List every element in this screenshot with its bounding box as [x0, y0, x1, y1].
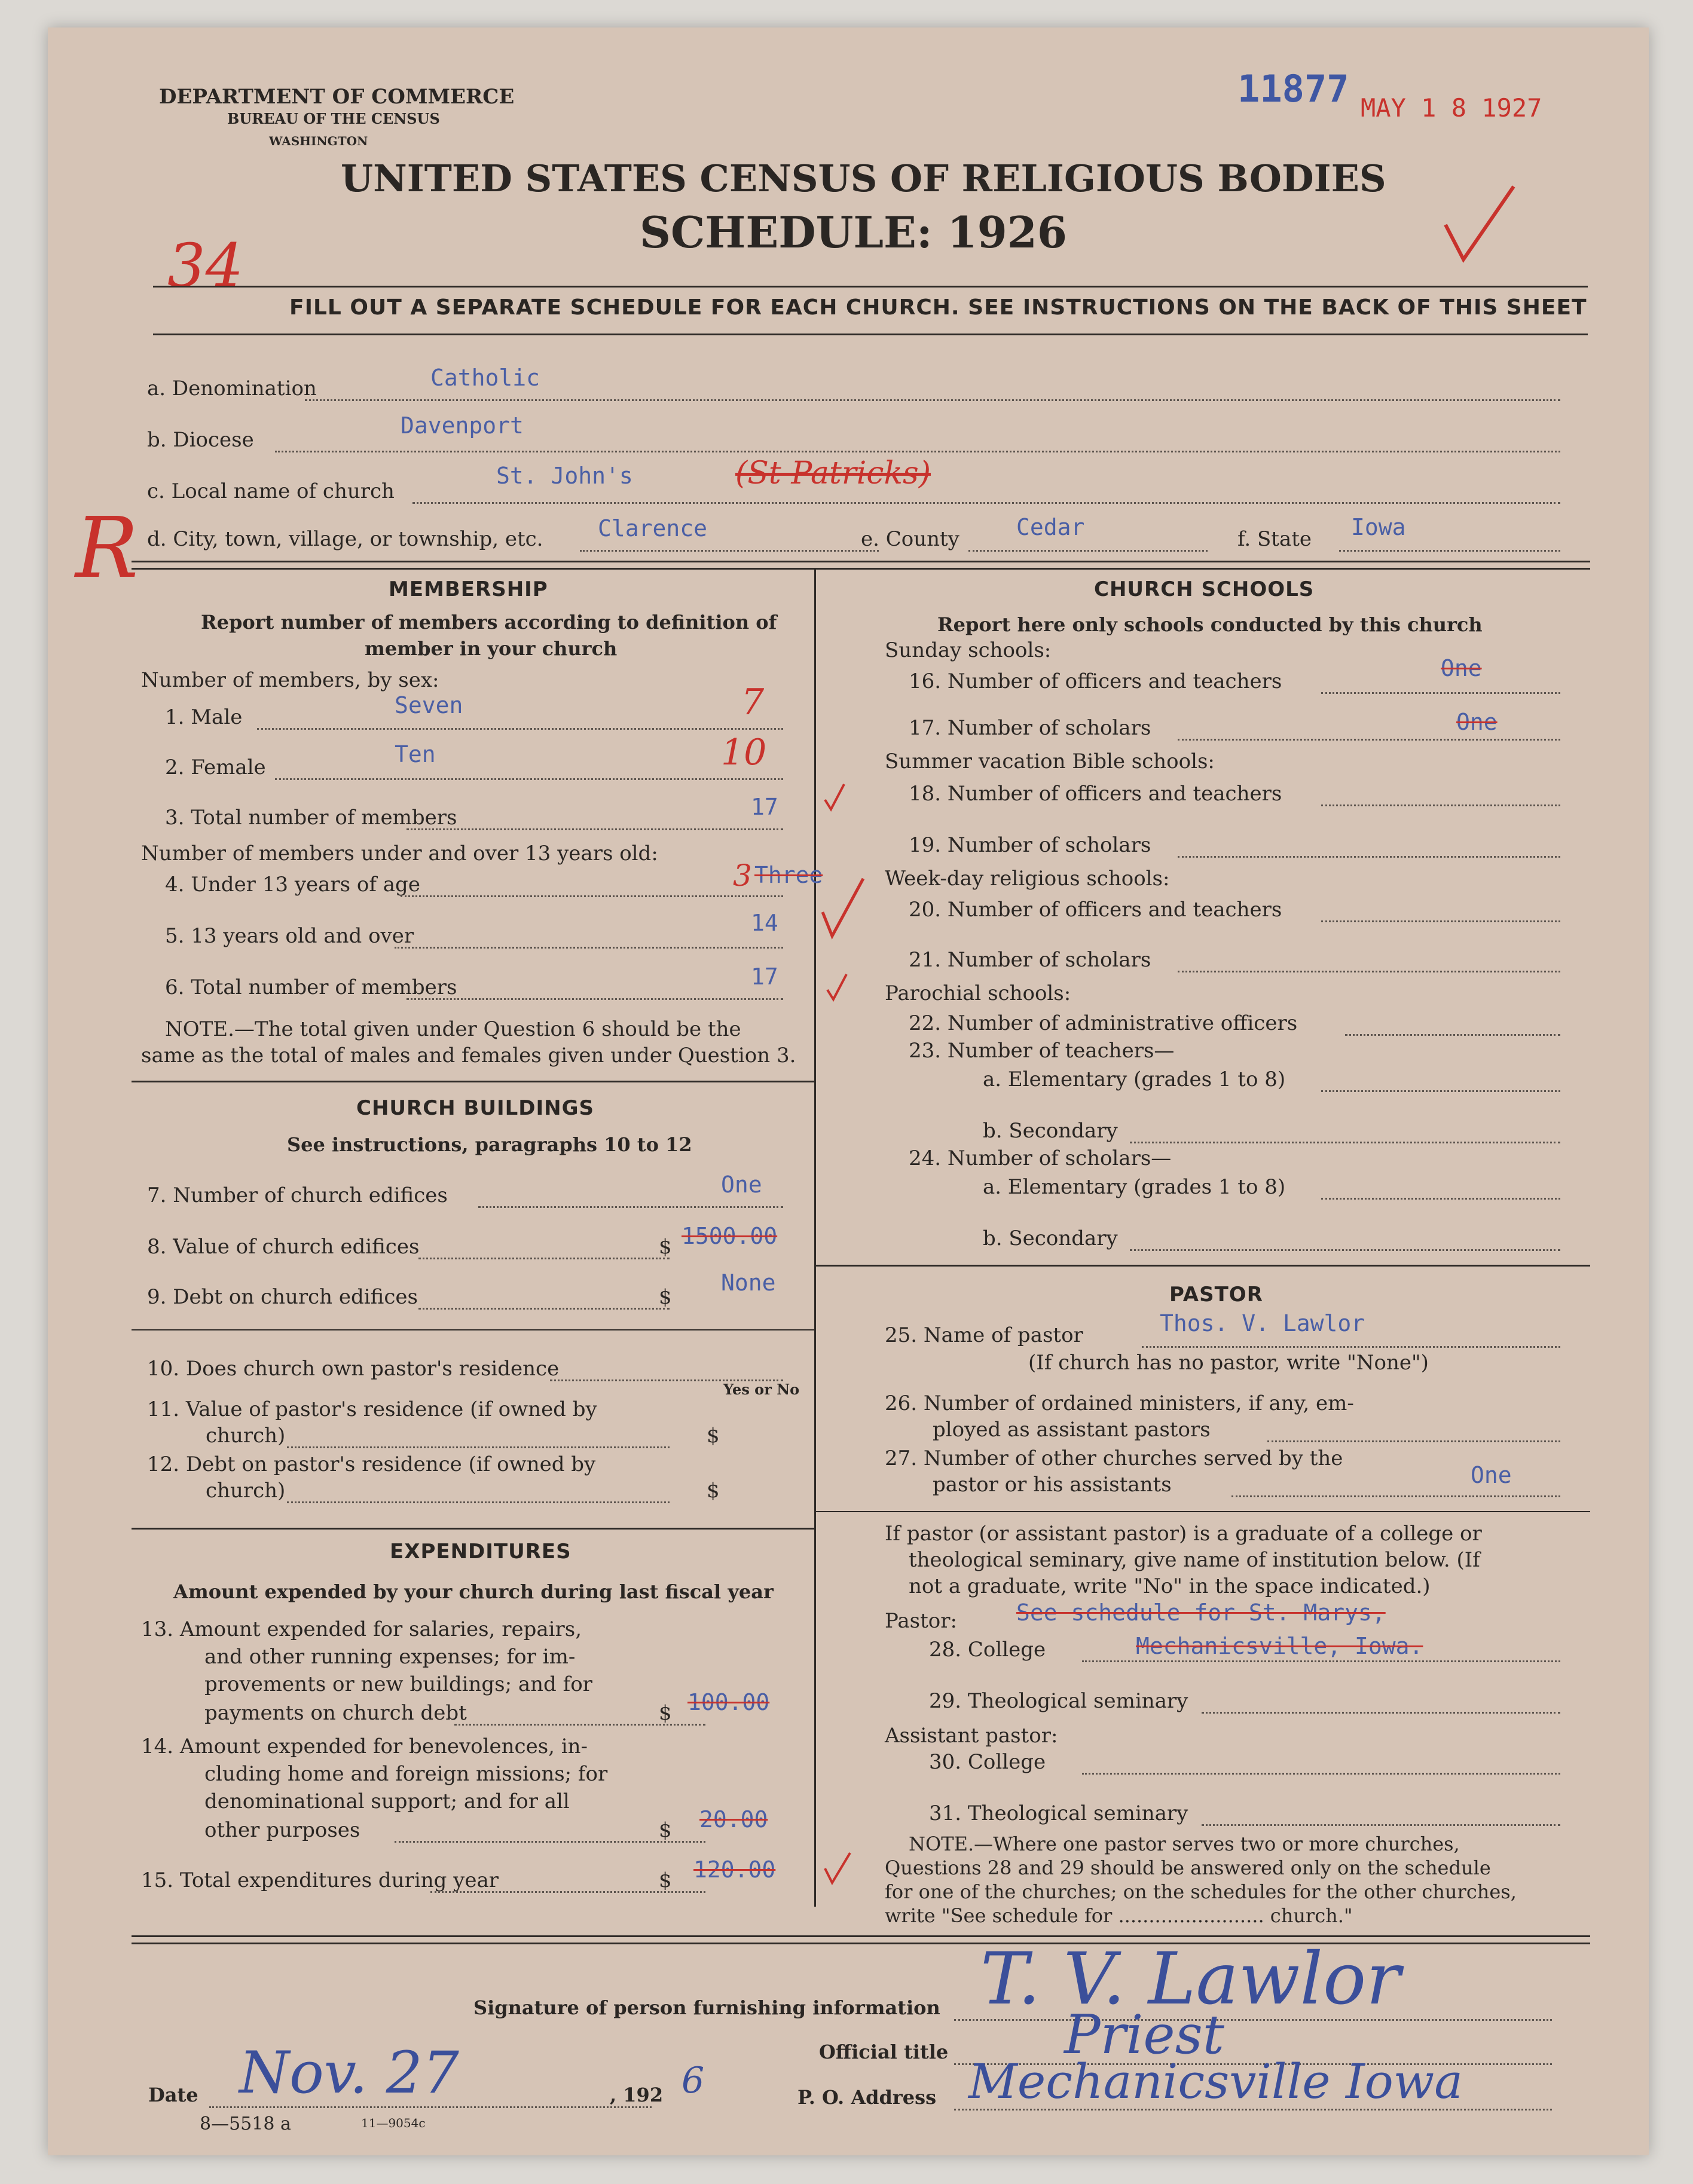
margin-mark: R: [75, 500, 139, 597]
q2-handwritten-value: 10: [721, 732, 767, 773]
divider: [153, 286, 1588, 287]
q13-label: 13. Amount expended for salaries, repairs,: [141, 1617, 582, 1641]
q24a-label: a. Elementary (grades 1 to 8): [983, 1175, 1286, 1199]
q14-label: 14. Amount expended for benevolences, in-: [141, 1735, 588, 1758]
q4-typed-value[interactable]: Three: [754, 862, 823, 888]
q14-label: cluding home and foreign missions; for: [204, 1762, 608, 1786]
membership-intro: Report number of members according to definition of: [201, 611, 777, 634]
fill-line: [401, 895, 783, 897]
q24b-label: b. Secondary: [983, 1226, 1118, 1250]
by-age-label: Number of members under and over 13 years old:: [141, 842, 658, 865]
fill-line: [968, 550, 1208, 552]
dollar-sign: $: [659, 1235, 672, 1259]
dollar-sign: $: [707, 1479, 720, 1503]
fill-line: [418, 1308, 670, 1310]
pastor-grad-value[interactable]: See schedule for St. Marys,: [1016, 1599, 1386, 1626]
q17-label: 17. Number of scholars: [909, 716, 1151, 740]
department-label: DEPARTMENT OF COMMERCE: [159, 85, 515, 109]
divider: [153, 334, 1588, 335]
q24-label: 24. Number of scholars—: [909, 1146, 1172, 1170]
by-sex-label: Number of members, by sex:: [141, 668, 439, 692]
q6-value[interactable]: 17: [751, 963, 778, 990]
divider: [814, 1511, 1590, 1512]
expenditures-heading: EXPENDITURES: [390, 1540, 572, 1564]
q5-value[interactable]: 14: [751, 910, 778, 936]
fill-line: [1231, 1495, 1560, 1497]
church-buildings-heading: CHURCH BUILDINGS: [356, 1096, 595, 1120]
q23-label: 23. Number of teachers—: [909, 1039, 1175, 1063]
divider: [132, 1081, 814, 1082]
fill-line: [395, 947, 783, 949]
q18-label: 18. Number of officers and teachers: [909, 782, 1282, 806]
summer-schools-label: Summer vacation Bible schools:: [885, 750, 1215, 773]
dollar-sign: $: [659, 1701, 672, 1725]
struck-church-name: (St Patricks): [735, 455, 931, 491]
q27-label: 27. Number of other churches served by the: [885, 1446, 1343, 1470]
divider: [132, 1528, 814, 1530]
q1-typed-value[interactable]: Seven: [395, 692, 463, 718]
form-subtitle: SCHEDULE: 1926: [640, 207, 1067, 258]
fill-line: [1178, 971, 1560, 972]
q10-label: 10. Does church own pastor's residence: [147, 1357, 560, 1381]
q4-label: 4. Under 13 years of age: [165, 873, 420, 897]
fill-line: [275, 451, 1560, 452]
state-value[interactable]: Iowa: [1351, 514, 1406, 540]
q13-label: and other running expenses; for im-: [204, 1645, 576, 1669]
signature-label: Signature of person furnishing information: [473, 1996, 940, 2019]
fill-line: [1202, 1712, 1560, 1714]
fill-line: [257, 728, 783, 730]
fill-line: [1178, 739, 1560, 741]
fill-line: [287, 1501, 670, 1503]
fill-line: [1130, 1249, 1560, 1251]
weekday-schools-label: Week-day religious schools:: [885, 867, 1170, 891]
church-schools-heading: CHURCH SCHOOLS: [1094, 577, 1315, 601]
q21-label: 21. Number of scholars: [909, 948, 1151, 972]
membership-note: NOTE.—The total given under Question 6 should be the: [165, 1017, 741, 1041]
q30-label: 30. College: [929, 1750, 1046, 1774]
washington-label: WASHINGTON: [269, 134, 368, 148]
buildings-subheading: See instructions, paragraphs 10 to 12: [287, 1133, 692, 1156]
q23a-label: a. Elementary (grades 1 to 8): [983, 1067, 1286, 1091]
q15-value[interactable]: 120.00: [693, 1856, 776, 1883]
q15-label: 15. Total expenditures during year: [141, 1868, 499, 1892]
q3-value[interactable]: 17: [751, 794, 778, 820]
dollar-sign: $: [659, 1818, 672, 1842]
pastor-heading: PASTOR: [1169, 1283, 1263, 1307]
fill-line: [1321, 920, 1560, 922]
census-schedule-sheet: [48, 27, 1649, 2155]
q20-label: 20. Number of officers and teachers: [909, 898, 1282, 922]
membership-heading: MEMBERSHIP: [389, 577, 548, 601]
dollar-sign: $: [707, 1424, 720, 1448]
q2-label: 2. Female: [165, 755, 266, 779]
graduate-instructions: not a graduate, write "No" in the space indicated.): [909, 1574, 1431, 1598]
diocese-value[interactable]: Davenport: [401, 412, 524, 439]
po-address-value[interactable]: Mechanicsville Iowa: [968, 2054, 1463, 2109]
handwritten-number: 34: [167, 231, 244, 301]
divider: [814, 1265, 1590, 1267]
q9-value[interactable]: None: [721, 1270, 776, 1296]
divider: [132, 568, 1590, 570]
po-address-label: P. O. Address: [797, 2086, 937, 2109]
fill-line: [1321, 1198, 1560, 1200]
schools-subheading: Report here only schools conducted by this church: [937, 613, 1483, 636]
q2-typed-value[interactable]: Ten: [395, 741, 436, 767]
q8-value[interactable]: 1500.00: [682, 1223, 778, 1249]
year-value[interactable]: 6: [682, 2060, 705, 2102]
sunday-schools-label: Sunday schools:: [885, 638, 1052, 662]
fill-line: [478, 1206, 783, 1208]
church-name-value[interactable]: St. John's: [496, 463, 633, 489]
q13-label: payments on church debt: [204, 1701, 467, 1725]
column-divider: [814, 568, 816, 1907]
instructions-banner: FILL OUT A SEPARATE SCHEDULE FOR EACH CHURCH. SEE INSTRUCTIONS ON THE BACK OF THIS SHEET: [289, 295, 1587, 320]
pastor-note: NOTE.—Where one pastor serves two or more churches,: [909, 1833, 1460, 1855]
fill-line: [209, 2106, 652, 2108]
county-value[interactable]: Cedar: [1016, 514, 1085, 540]
fill-line: [1178, 856, 1560, 858]
expenditures-subheading: Amount expended by your church during last fiscal year: [173, 1580, 774, 1603]
fill-line: [1321, 1090, 1560, 1092]
signature-value[interactable]: T. V. Lawlor: [980, 1938, 1401, 2021]
q28-label: 28. College: [929, 1638, 1046, 1662]
fill-line: [1339, 550, 1560, 552]
q17-value[interactable]: One: [1456, 709, 1498, 735]
denomination-value[interactable]: Catholic: [430, 365, 540, 391]
fill-line: [305, 399, 1560, 401]
q8-label: 8. Value of church edifices: [147, 1235, 420, 1259]
fill-line: [1345, 1034, 1560, 1036]
state-label: f. State: [1237, 527, 1312, 551]
denomination-label: a. Denomination: [147, 377, 317, 400]
q7-value[interactable]: One: [721, 1171, 762, 1198]
assistant-pastor-label: Assistant pastor:: [885, 1724, 1058, 1748]
q4-handwritten-value: 3: [733, 858, 752, 893]
q25-note: (If church has no pastor, write "None"): [1028, 1351, 1429, 1375]
fill-line: [407, 998, 783, 1000]
graduate-instructions: theological seminary, give name of institution below. (If: [909, 1548, 1480, 1572]
q5-label: 5. 13 years old and over: [165, 924, 414, 948]
official-title-value[interactable]: Priest: [1064, 2003, 1224, 2066]
q27-value[interactable]: One: [1471, 1462, 1512, 1488]
fill-line: [418, 1258, 670, 1259]
form-number: 8—5518 a: [200, 2113, 291, 2134]
q7-label: 7. Number of church edifices: [147, 1183, 448, 1207]
form-title: UNITED STATES CENSUS OF RELIGIOUS BODIES: [341, 157, 1386, 200]
membership-intro: member in your church: [365, 637, 618, 660]
dollar-sign: $: [659, 1285, 672, 1309]
county-label: e. County: [861, 527, 959, 551]
yes-no-hint: Yes or No: [723, 1381, 800, 1398]
pastor-grad-label: Pastor:: [885, 1609, 957, 1633]
graduate-instructions: If pastor (or assistant pastor) is a graduate of a college or: [885, 1522, 1482, 1546]
fill-line: [1082, 1660, 1560, 1662]
year-label: , 192: [610, 2084, 664, 2106]
city-value[interactable]: Clarence: [598, 515, 708, 542]
red-checkmark-icon: [825, 972, 849, 1002]
pastor-name-value[interactable]: Thos. V. Lawlor: [1160, 1310, 1365, 1336]
fill-line: [1082, 1773, 1560, 1775]
q16-label: 16. Number of officers and teachers: [909, 669, 1282, 693]
membership-note: same as the total of males and females given under Question 3.: [141, 1044, 796, 1067]
dollar-sign: $: [659, 1868, 672, 1892]
q28-value[interactable]: Mechanicsville, Iowa.: [1136, 1633, 1423, 1659]
received-date-stamp: MAY 1 8 1927: [1361, 93, 1542, 123]
q14-label: other purposes: [204, 1818, 360, 1842]
city-label: d. City, town, village, or township, etc.: [147, 527, 543, 551]
date-label: Date: [148, 2084, 198, 2106]
fill-line: [287, 1446, 670, 1448]
fill-line: [1321, 805, 1560, 806]
q25-label: 25. Name of pastor: [885, 1323, 1083, 1347]
fill-line: [412, 502, 1560, 504]
fill-line: [1202, 1824, 1560, 1826]
q6-label: 6. Total number of members: [165, 975, 457, 999]
q11-label: church): [206, 1424, 286, 1448]
q9-label: 9. Debt on church edifices: [147, 1285, 418, 1309]
fill-line: [1267, 1440, 1560, 1442]
church-name-label: c. Local name of church: [147, 479, 395, 503]
q26-label: 26. Number of ordained ministers, if any, em-: [885, 1391, 1354, 1415]
q29-label: 29. Theological seminary: [929, 1689, 1188, 1713]
red-checkmark-icon: [819, 876, 867, 942]
q22-label: 22. Number of administrative officers: [909, 1011, 1298, 1035]
divider: [132, 1329, 814, 1330]
fill-line: [1142, 1346, 1560, 1348]
fill-line: [1130, 1142, 1560, 1143]
fill-line: [580, 550, 879, 552]
red-checkmark-icon: [823, 782, 846, 812]
parochial-schools-label: Parochial schools:: [885, 981, 1071, 1005]
fill-line: [407, 828, 783, 830]
q26-label: ployed as assistant pastors: [933, 1418, 1211, 1442]
diocese-label: b. Diocese: [147, 428, 254, 452]
red-checkmark-icon: [1441, 183, 1518, 267]
official-title-label: Official title: [819, 2041, 949, 2063]
q1-handwritten-value: 7: [741, 681, 765, 723]
fill-line: [1321, 692, 1560, 694]
q23b-label: b. Secondary: [983, 1119, 1118, 1143]
divider: [132, 561, 1590, 562]
bureau-label: BUREAU OF THE CENSUS: [227, 110, 440, 127]
red-checkmark-icon: [823, 1850, 852, 1886]
q14-label: denominational support; and for all: [204, 1790, 570, 1813]
q3-label: 3. Total number of members: [165, 806, 457, 830]
q27-label: pastor or his assistants: [933, 1473, 1172, 1497]
pastor-note: for one of the churches; on the schedules for the other churches,: [885, 1880, 1517, 1903]
fill-line: [275, 778, 783, 780]
q13-value[interactable]: 100.00: [687, 1689, 770, 1715]
q13-label: provements or new buildings; and for: [204, 1672, 592, 1696]
q31-label: 31. Theological seminary: [929, 1801, 1188, 1825]
date-value[interactable]: Nov. 27: [239, 2039, 459, 2106]
q1-label: 1. Male: [165, 705, 243, 729]
q12-label: 12. Debt on pastor's residence (if owned by: [147, 1452, 596, 1476]
q11-label: 11. Value of pastor's residence (if owned by: [147, 1397, 597, 1421]
divider: [132, 1935, 1590, 1937]
q19-label: 19. Number of scholars: [909, 833, 1151, 857]
q16-value[interactable]: One: [1441, 655, 1482, 681]
pastor-note: write "See schedule for ........................ church.": [885, 1904, 1353, 1927]
print-number: 11—9054c: [361, 2116, 426, 2130]
serial-number: 11877: [1237, 67, 1349, 111]
pastor-note: Questions 28 and 29 should be answered only on the schedule: [885, 1856, 1491, 1879]
q14-value[interactable]: 20.00: [699, 1806, 768, 1833]
q12-label: church): [206, 1479, 286, 1503]
